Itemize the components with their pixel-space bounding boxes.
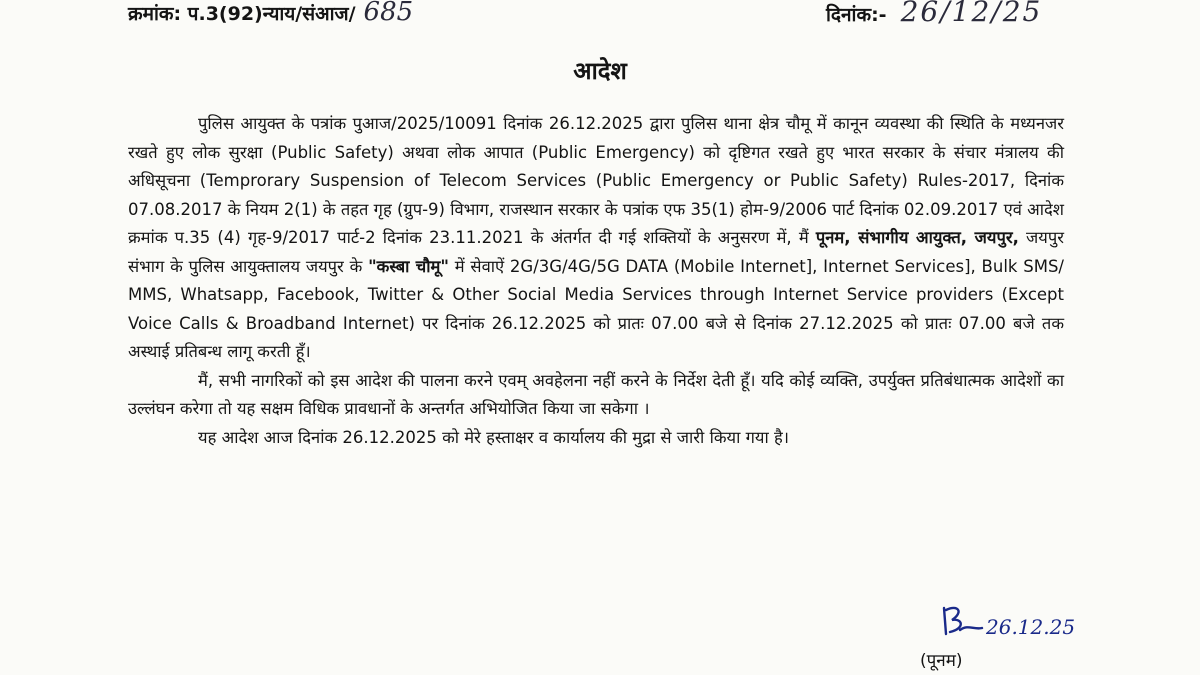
reference-line: [128, 0, 413, 26]
date-label: दिनांक:-: [826, 4, 887, 26]
paragraph-1-part-a: पुलिस आयुक्त के पत्रांक पुआज/2025/10091 दिनांक 26.12.2025 द्वारा पुलिस थाना क्षेत्र चौमू में कानून व्यवस्था की स्थिति के मध्यनजर रखते हुए लोक सुरक्षा (Public Safety) अथवा लोक आपात (Public Emergency) को दृष्टिगत रखते हुए भारत सरकार के संचार मंत्रालय की अधिसूचना (Temprorary Suspension of Telecom Services (Public Emergency or Public Safety) Rules-2017, दिनांक 07.08.2017 के नियम 2(1) के तहत गृह (ग्रुप-9) विभाग, राजस्थान सरकार के पत्रांक एफ 35(1) होम-9/2006 पार्ट दिनांक 02.09.2017 एवं आदेश क्रमांक प.35 (4) गृह-9/2017 पार्ट-2 दिनांक 23.11.2021 के अंतर्गत दी गई शक्तियों के अनुसरण में, मैं: [128, 114, 1064, 247]
reference-label: क्रमांक: प.3(92)न्याय/संआज/: [128, 3, 356, 25]
date-value: 26/12/25: [900, 0, 1043, 28]
paragraph-3: यह आदेश आज दिनांक 26.12.2025 को मेरे हस्ताक्षर व कार्यालय की मुद्रा से जारी किया गया है।: [198, 427, 790, 447]
commissioner-name: पूनम, संभागीय आयुक्त, जयपुर,: [815, 228, 1019, 247]
paragraph-1-part-c: में सेवाऐं 2G/3G/4G/5G DATA (Mobile Internet], Internet Services], Bulk SMS/ MMS, Whatsapp, Facebook, Twitter & Other Social Media Services through Internet Service providers (Except Voice Calls & Broadband Internet) पर दिनांक 26.12.2025 को प्रातः 07.00 बजे से दिनांक 27.12.2025 को प्रातः 07.00 बजे तक अस्थाई प्रतिबन्ध लागू करती हूँ।: [128, 256, 1064, 361]
place-name: "कस्बा चौमू": [368, 256, 449, 276]
signature-scribble-icon: [938, 600, 1098, 640]
signature-date: 26.12.25: [986, 615, 1076, 639]
order-body: [128, 110, 1064, 452]
date-line: [826, 0, 1042, 27]
signatory-name: (पूनम): [920, 651, 963, 671]
document-title: आदेश: [573, 57, 627, 85]
paragraph-2: मैं, सभी नागरिकों को इस आदेश की पालना करने एवम् अवहेलना नहीं करने के निर्देश देती हूँ। यदि कोई व्यक्ति, उपर्युक्त प्रतिबंधात्मक आदेशों का उल्लंघन करेगा तो यह सक्षम विधिक प्रावधानों के अन्तर्गत अभियोजित किया जा सकेगा ।: [128, 370, 1064, 418]
reference-number: 685: [363, 0, 414, 27]
paragraph-1-part-b: जयपुर संभाग के पुलिस आयुक्तालय जयपुर के: [128, 228, 1064, 276]
paragraph-1: [128, 110, 1064, 367]
